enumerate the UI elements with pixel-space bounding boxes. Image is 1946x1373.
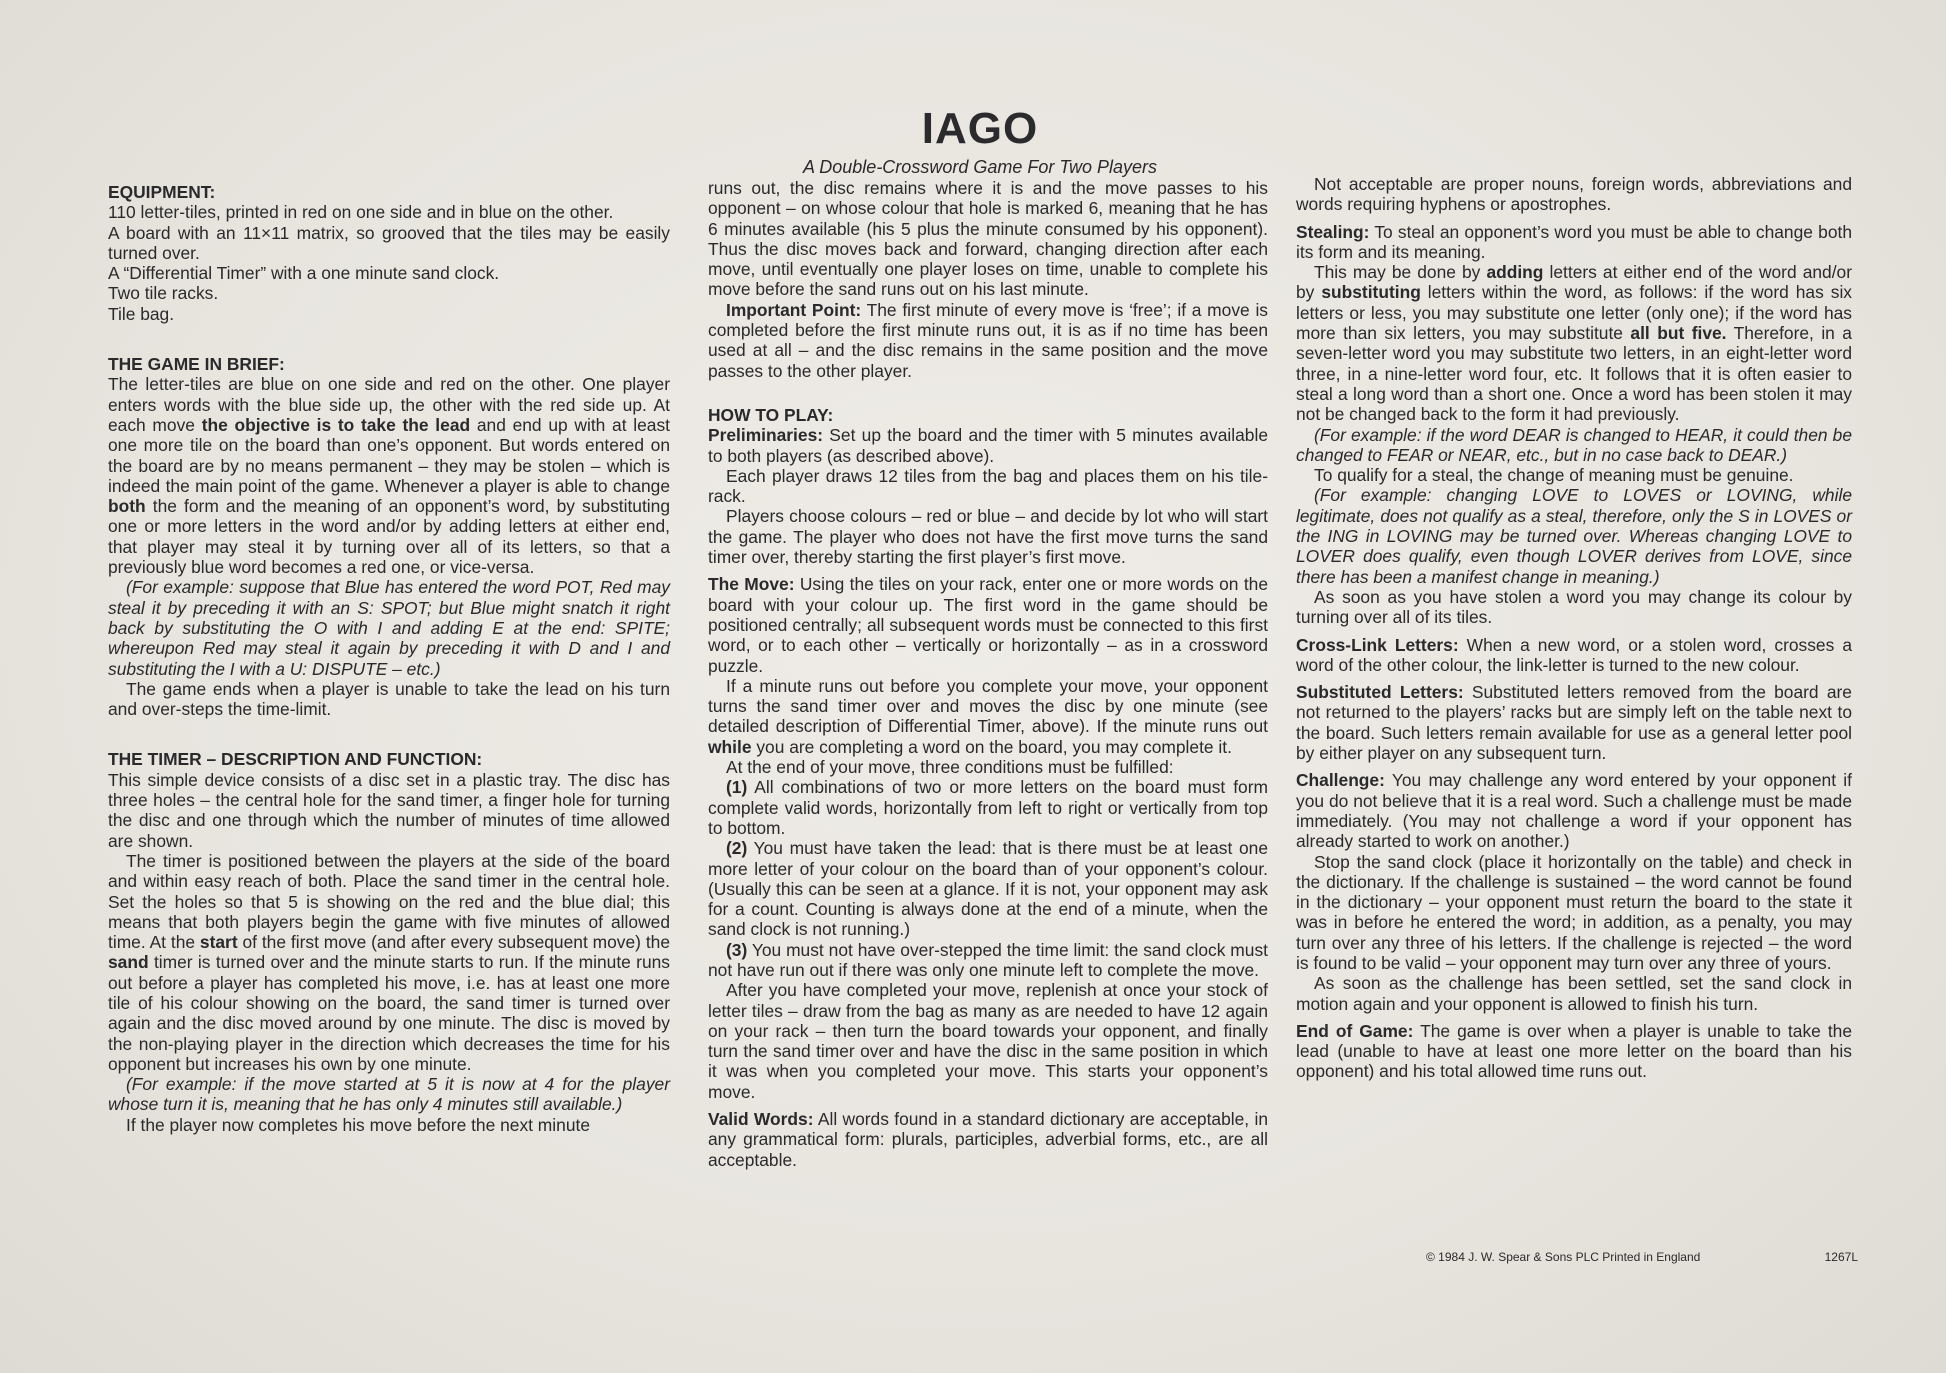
challenge-paragraph: Challenge: You may challenge any word entered by your opponent if you do not believe that it is a real word. Such a challenge must be made immediately. (You may not challenge a word if your opponent has already started to work on another.) bbox=[1296, 770, 1852, 852]
equipment-heading: EQUIPMENT: bbox=[108, 182, 216, 202]
product-code: 1267L bbox=[1824, 1250, 1858, 1264]
equipment-item: Tile bag. bbox=[108, 303, 175, 324]
column-left bbox=[108, 182, 670, 1135]
game-in-brief-paragraph: The letter-tiles are blue on one side and red on the other. One player enters words with the blue side up, the other with the red side up. At each move the objective is to take the lead and end up with at least one more tile on the board than one’s opponent. But words entered on the board are by no means permanent – they may be stolen – which is indeed the main point of the game. Whenever a player is able to change both the form and the meaning of an opponent’s word, by substituting one or more letters in the word and/or by adding letters at either end, that player may steal it by turning over all of its letters, so that a previously blue word becomes a red one, or vice-versa. bbox=[108, 374, 671, 578]
valid-words-paragraph: Valid Words: All words found in a standard dictionary are acceptable, in any grammatical form: plurals, participles, adverbial forms, etc., are all acceptable. bbox=[708, 1109, 1268, 1170]
copyright-notice: © 1984 J. W. Spear & Sons PLC Printed in England bbox=[1426, 1250, 1701, 1264]
qualify-example: (For example: changing LOVE to LOVES or LOVING, while legitimate, does not qualify as a steal, therefore, only the S in LOVES or the ING in LOVING may be turned over. Whereas changing LOVE to LOVER does qualify, even though LOVER derives from LOVE, since there has been a manifest change in meaning.) bbox=[1296, 485, 1852, 587]
equipment-item: 110 letter-tiles, printed in red on one side and in blue on the other. bbox=[108, 202, 614, 223]
preliminaries-paragraph: Players choose colours – red or blue – and decide by lot who will start the game. The player who does not have the first move turns the sand timer over, thereby starting the first player’s first move. bbox=[708, 506, 1268, 568]
equipment-item: A board with an 11×11 matrix, so grooved that the tiles may be easily turned over. bbox=[108, 222, 670, 263]
important-point: Important Point: The first minute of every move is ‘free’; if a move is completed before the first minute runs out, it is as if no time has been used at all – and the disc remains in the same position and the move passes to the other player. bbox=[708, 299, 1268, 381]
equipment-item: A “Differential Timer” with a one minute sand clock. bbox=[108, 263, 500, 284]
timer-paragraph-continued: runs out, the disc remains where it is and the move passes to his opponent – on whose colour that hole is marked 6, meaning that he has 6 minutes available (his 5 plus the minute consumed by his opponent). Thus the disc moves back and forward, changing direction after each move, until eventually one player loses on time, unable to complete his move before the sand runs out on his last minute. bbox=[708, 178, 1268, 300]
timer-heading: THE TIMER – DESCRIPTION AND FUNCTION: bbox=[108, 749, 483, 770]
condition-3: (3) You must not have over-stepped the time limit: the sand clock must not have run out if there was only one minute left to complete the move. bbox=[708, 939, 1268, 980]
stealing-example: (For example: if the word DEAR is changed to HEAR, it could then be changed to FEAR or NEAR, etc., but in no case back to DEAR.) bbox=[1296, 424, 1852, 465]
stealing-paragraph: This may be done by adding letters at either end of the word and/or by substituting letters within the word, as follows: if the word has six letters or less, you may substitute one letter (only one); if the word has more than six letters, you may substitute all but five. Therefore, in a seven-letter word you may substitute two letters, in an eight-letter word three, in a nine-letter word four, etc. It follows that it is often easier to steal a long word than a short one. Once a word has been stolen it may not be changed back to the form it had previously. bbox=[1296, 262, 1853, 425]
column-middle bbox=[708, 178, 1268, 1170]
column-right bbox=[1296, 174, 1852, 1082]
stealing-paragraph: Stealing: To steal an opponent’s word you must be able to change both its form and its meaning. bbox=[1296, 221, 1852, 262]
condition-1: (1) All combinations of two or more letters on the board must form complete valid words, horizontally from left to right or vertically from top to bottom. bbox=[708, 777, 1268, 838]
timer-paragraph: If the player now completes his move before the next minute bbox=[126, 1114, 590, 1135]
timer-paragraph: This simple device consists of a disc set in a plastic tray. The disc has three holes – the central hole for the sand timer, a finger hole for turning the disc and one through which the number of minutes of time allowed are shown. bbox=[108, 769, 670, 851]
the-move-paragraph: The Move: Using the tiles on your rack, enter one or more words on the board with your colour up. The first word in the game should be positioned centrally; all subsequent words must be connected to this first word, or to each other – vertically or horizontally – as in a crossword puzzle. bbox=[708, 574, 1268, 676]
the-move-paragraph: At the end of your move, three conditions must be fulfilled: bbox=[726, 757, 1174, 778]
preliminaries-paragraph: Preliminaries: Set up the board and the timer with 5 minutes available to both players (as described above). bbox=[708, 425, 1268, 466]
page-title: IAGO bbox=[921, 104, 1039, 153]
footer bbox=[1426, 1250, 1858, 1264]
not-acceptable-paragraph: Not acceptable are proper nouns, foreign words, abbreviations and words requiring hyphens or apostrophes. bbox=[1296, 174, 1852, 215]
substituted-letters-paragraph: Substituted Letters: Substituted letters removed from the board are not returned to the players’ racks but are simply left on the table next to the board. Such letters remain available for use as a general letter pool by either player on any subsequent turn. bbox=[1296, 682, 1852, 764]
timer-example: (For example: if the move started at 5 it is now at 4 for the player whose turn it is, meaning that he has only 4 minutes still available.) bbox=[108, 1074, 670, 1115]
the-move-paragraph: If a minute runs out before you complete your move, your opponent turns the sand timer over and moves the disc by one minute (see detailed description of Differential Timer, above). If the minute runs out while you are completing a word on the board, you may complete it. bbox=[708, 675, 1268, 757]
how-to-play-heading: HOW TO PLAY: bbox=[708, 404, 834, 425]
game-in-brief-example: (For example: suppose that Blue has entered the word POT, Red may steal it by preceding it with an S: SPOT; but Blue might snatch it right back by substituting the O with I and adding E at the end: SPITE; whereupon Red may steal it again by preceding it with D and I and substituting the I with a U: DISPUTE – etc.) bbox=[108, 577, 670, 679]
game-in-brief-heading: THE GAME IN BRIEF: bbox=[108, 354, 285, 375]
timer-paragraph: The timer is positioned between the players at the side of the board and within easy reach of both. Place the sand timer in the central hole. Set the holes so that 5 is showing on the red and the blue dial; this means that both players begin the game with five minutes of allowed time. At the start of the first move (and after every subsequent move) the sand timer is turned over and the minute starts to run. If the minute runs out before a player has completed his move, i.e. has at least one more tile of his colour showing on the board, the sand timer is turned over again and the disc moved around by one minute. The disc is moved by the non-playing player in the direction which decreases the time for his opponent but increases his own by one minute. bbox=[108, 850, 670, 1074]
preliminaries-paragraph: Each player draws 12 tiles from the bag and places them on his tile-rack. bbox=[708, 465, 1268, 507]
condition-2: (2) You must have taken the lead: that is there must be at least one more letter of your colour on the board than of your opponent’s colour. (Usually this can be seen at a glance. If it is not, your opponent may ask for a count. Counting is always done at the end of a minute, when the sand clock is not running.) bbox=[708, 838, 1268, 940]
challenge-paragraph: As soon as the challenge has been settled, set the sand clock in motion again and your opponent is allowed to finish his turn. bbox=[1296, 973, 1852, 1014]
the-move-paragraph: After you have completed your move, replenish at once your stock of letter tiles – draw from the bag as many as are needed to have 12 again on your rack – then turn the board towards your opponent, and finally turn the sand timer over and have the disc in the same position in which it was when you completed your move. This starts your opponent’s move. bbox=[708, 980, 1268, 1102]
game-end-paragraph: The game ends when a player is unable to take the lead on his turn and over-steps the time-limit. bbox=[108, 678, 670, 720]
end-of-game-paragraph: End of Game: The game is over when a player is unable to take the lead (unable to have at least one more letter on the board than his opponent) and his total allowed time runs out. bbox=[1296, 1020, 1852, 1082]
qualify-paragraph: To qualify for a steal, the change of meaning must be genuine. bbox=[1314, 465, 1794, 486]
page-subtitle: A Double-Crossword Game For Two Players bbox=[802, 157, 1158, 177]
cross-link-paragraph: Cross-Link Letters: When a new word, or a stolen word, crosses a word of the other colour, the link-letter is turned to the new colour. bbox=[1296, 634, 1852, 675]
challenge-paragraph: Stop the sand clock (place it horizontally on the table) and check in the dictionary. If the challenge is sustained – the word cannot be found in the dictionary – your opponent must return the board to the state it was in before he entered the word; in addition, as a penalty, you may turn over any three of his letters. If the challenge is rejected – the word is found to be valid – your opponent may turn over any three of yours. bbox=[1296, 851, 1852, 973]
equipment-item: Two tile racks. bbox=[108, 283, 219, 304]
change-colour-paragraph: As soon as you have stolen a word you may change its colour by turning over all of its tiles. bbox=[1296, 586, 1852, 628]
title-block bbox=[700, 104, 1260, 178]
